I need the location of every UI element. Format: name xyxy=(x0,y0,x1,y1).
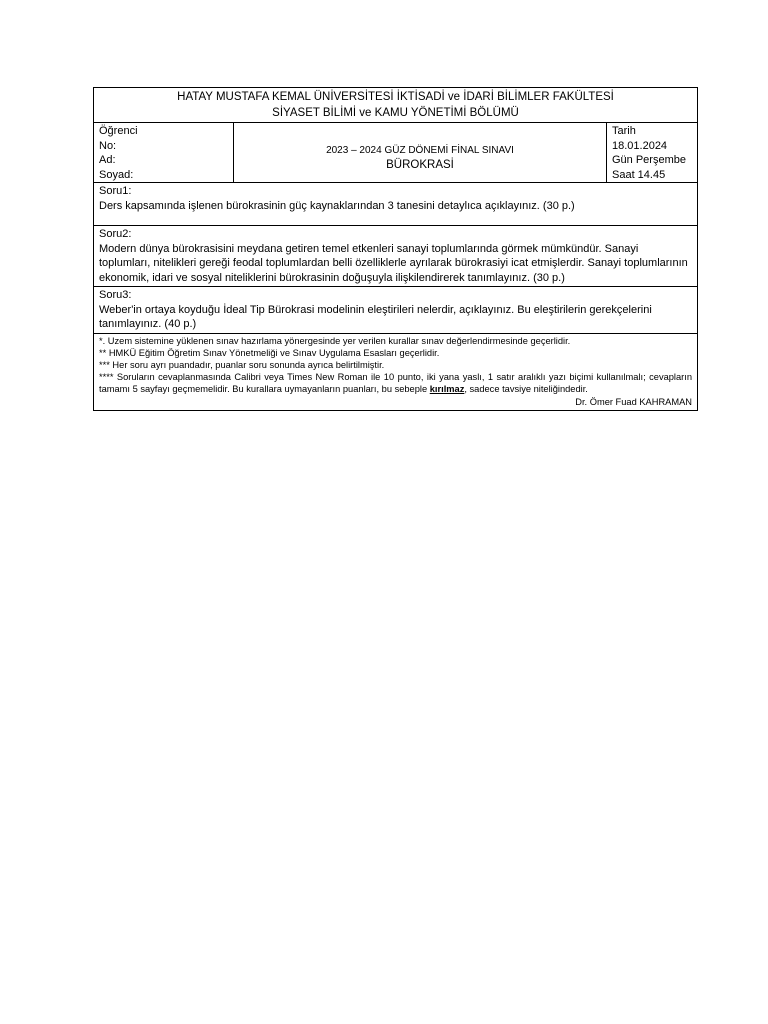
info-row xyxy=(94,123,698,183)
question-3-text: Weber'in ortaya koyduğu İdeal Tip Bürokrasi modelinin eleştirileri nelerdir, açıklayınız. Bu eleştirilerin gerekçelerini tanımlayınız. (40 p.) xyxy=(99,303,652,330)
instructor-signature: Dr. Ömer Fuad KAHRAMAN xyxy=(575,396,693,407)
student-surname-label: Soyad: xyxy=(99,168,134,181)
note-4-emphasis: kırılmaz xyxy=(429,383,465,394)
header-cell xyxy=(94,88,698,123)
note-4-text-before: **** Soruların cevaplanmasında Calibri veya Times New Roman ile 10 punto, iki yana yaslı, 1 satır aralıklı yazı biçimi kullanılmalı; cevapların tamamı 5 sayfayı geçmemelidir. Bu kurallara uymayanların puanları, bu sebeple xyxy=(99,371,693,394)
note-1: *. Uzem sistemine yüklenen sınav hazırlama yönergesinde yer verilen kurallar sınav değerlendirmesinde geçerlidir. xyxy=(99,335,571,346)
note-3: *** Her soru ayrı puandadır, puanlar soru sonunda ayrıca belirtilmiştir. xyxy=(99,359,385,370)
note-2: ** HMKÜ Eğitim Öğretim Sınav Yönetmeliği ve Sınav Uygulama Esasları geçerlidir. xyxy=(99,347,440,358)
exam-header-table xyxy=(93,87,698,411)
note-4-text-after: , sadece tavsiye niteliğindedir. xyxy=(464,383,588,394)
question-3-title: Soru3: xyxy=(99,289,132,301)
exam-course-title: BÜROKRASİ xyxy=(386,158,454,171)
question-1-cell xyxy=(94,183,698,226)
question-row xyxy=(94,183,698,226)
notes-row xyxy=(94,333,698,410)
header-row xyxy=(94,88,698,123)
student-name-label: Ad: xyxy=(99,154,116,166)
student-no-label: No: xyxy=(99,139,117,152)
question-3-cell xyxy=(94,287,698,334)
question-1-title: Soru1: xyxy=(99,185,132,197)
student-label: Öğrenci xyxy=(99,125,138,137)
note-4 xyxy=(99,371,692,395)
date-info-cell xyxy=(607,123,698,183)
exam-date: 18.01.2024 xyxy=(612,139,668,152)
question-2-cell xyxy=(94,226,698,287)
exam-time: Saat 14.45 xyxy=(612,168,666,181)
exam-day: Gün Perşembe xyxy=(612,154,686,166)
question-2-title: Soru2: xyxy=(99,228,132,240)
question-2-text: Modern dünya bürokrasisini meydana getiren temel etkenleri sanayi toplumlarında görmek mümkündür. Sanayi toplumları, nitelikleri gereği feodal toplumlardan belli özelliklerle ayrılarak bürokrasiyi icat etmişlerdir. Sanayi toplumlarının ekonomik, idari ve sosyal niteliklerini bürokrasinin doğuşuyla ilişkilendirerek tanımlayınız. (30 p.) xyxy=(99,242,688,284)
department-title: SİYASET BİLİMİ ve KAMU YÖNETİMİ BÖLÜMÜ xyxy=(272,107,519,119)
question-row xyxy=(94,287,698,334)
date-label: Tarih xyxy=(612,125,636,137)
exam-subtitle: 2023 – 2024 GÜZ DÖNEMİ FİNAL SINAVI xyxy=(326,144,514,156)
question-row xyxy=(94,226,698,287)
exam-info-cell xyxy=(234,123,607,183)
student-info-cell xyxy=(94,123,234,183)
question-1-text: Ders kapsamında işlenen bürokrasinin güç kaynaklarından 3 tanesini detaylıca açıklayınız. (30 p.) xyxy=(99,199,575,212)
notes-cell xyxy=(94,333,698,410)
university-title: HATAY MUSTAFA KEMAL ÜNİVERSİTESİ İKTİSADİ ve İDARİ BİLİMLER FAKÜLTESİ xyxy=(177,91,614,103)
